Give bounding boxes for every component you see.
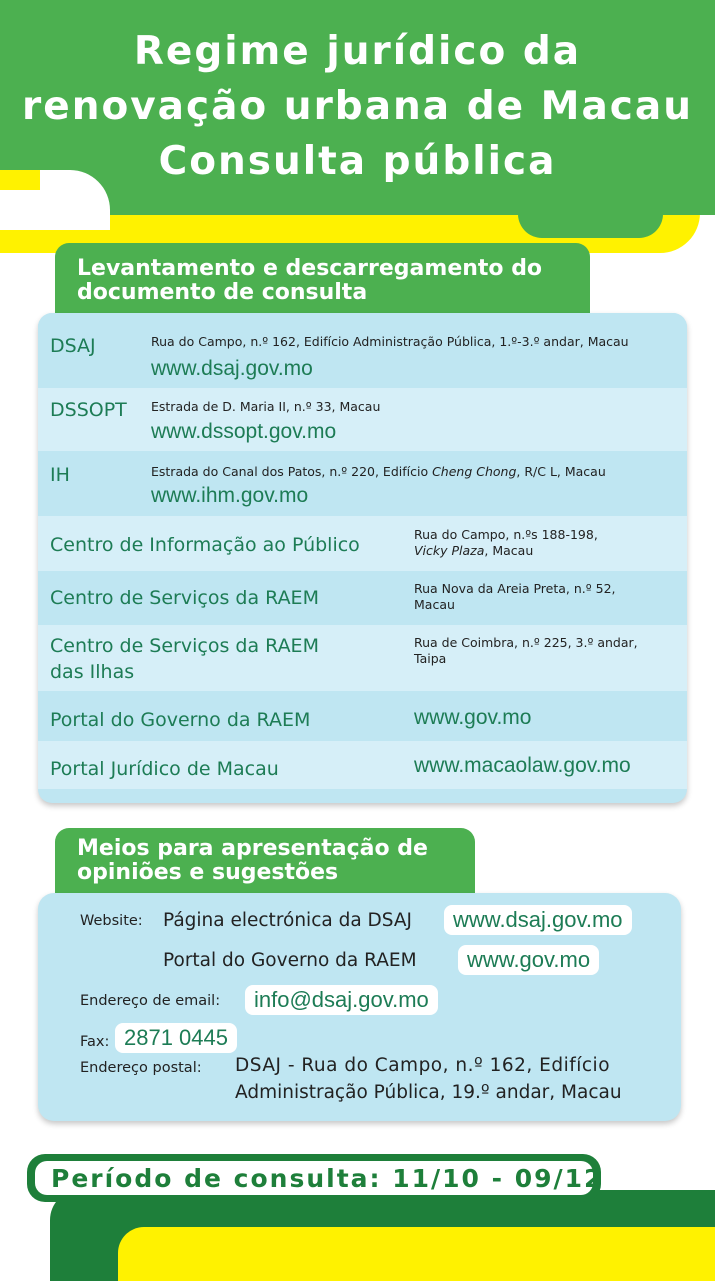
postal-label: Endereço postal: — [80, 1060, 202, 1076]
title-line-1: Regime jurídico da — [133, 29, 582, 74]
header-green-tab — [518, 200, 663, 238]
section2-heading: Meios para apresentação de opiniões e sugestões — [77, 836, 428, 885]
website-item-dsaj-link[interactable]: www.dsaj.gov.mo — [444, 905, 632, 935]
centre-name: Centro de Serviços da RAEM — [50, 587, 319, 609]
website-item-gov-name: Portal do Governo da RAEM — [163, 950, 417, 971]
website-item-gov-link[interactable]: www.gov.mo — [458, 945, 599, 975]
page-title — [0, 24, 715, 189]
entity-address: Estrada do Canal dos Patos, n.º 220, Edifício Cheng Chong, R/C L, Macau — [151, 464, 606, 479]
centre-row-ilhas — [38, 625, 687, 691]
entity-website-link[interactable]: www.dsaj.gov.mo — [151, 357, 313, 380]
fax-label: Fax: — [80, 1034, 110, 1050]
entity-name: DSSOPT — [50, 399, 127, 421]
entity-row-dsaj — [38, 313, 687, 388]
centre-address: Rua do Campo, n.ºs 188-198, Vicky Plaza, Macau — [414, 527, 598, 558]
portal-name: Portal do Governo da RAEM — [50, 709, 311, 731]
title-line-3: Consulta pública — [158, 139, 557, 184]
consultation-period: Período de consulta: 11/10 - 09/12 — [51, 1164, 604, 1193]
centre-name: Centro de Informação ao Público — [50, 534, 360, 556]
portal-website-link[interactable]: www.macaolaw.gov.mo — [414, 754, 631, 777]
entity-row-dssopt — [38, 388, 687, 451]
centre-row-informacao — [38, 516, 687, 571]
centre-address: Rua de Coimbra, n.º 225, 3.º andar, Taipa — [414, 635, 638, 666]
entity-address: Rua do Campo, n.º 162, Edifício Administração Pública, 1.º-3.º andar, Macau — [151, 334, 629, 349]
portal-website-link[interactable]: www.gov.mo — [414, 706, 532, 729]
postal-address-line-1: DSAJ - Rua do Campo, n.º 162, Edifício — [235, 1055, 611, 1076]
email-label: Endereço de email: — [80, 993, 221, 1009]
website-label: Website: — [80, 913, 143, 929]
section2-panel — [38, 893, 681, 1121]
footer-yellow-band — [118, 1227, 715, 1281]
entity-name: IH — [50, 464, 70, 486]
portal-row-juridico — [38, 741, 687, 789]
entity-row-ih — [38, 451, 687, 516]
centre-row-servicos — [38, 571, 687, 625]
section1-heading: Levantamento e descarregamento do documento de consulta — [77, 256, 543, 305]
entity-website-link[interactable]: www.dssopt.gov.mo — [151, 420, 337, 443]
fax-number: 2871 0445 — [115, 1023, 237, 1053]
entity-address: Estrada de D. Maria II, n.º 33, Macau — [151, 399, 381, 414]
entity-name: DSAJ — [50, 335, 96, 357]
website-item-dsaj-name: Página electrónica da DSAJ — [163, 910, 412, 931]
portal-name: Portal Jurídico de Macau — [50, 758, 279, 780]
portal-row-governo — [38, 691, 687, 741]
email-link[interactable]: info@dsaj.gov.mo — [245, 985, 438, 1015]
title-line-2: renovação urbana de Macau — [22, 84, 693, 129]
centre-address: Rua Nova da Areia Preta, n.º 52, Macau — [414, 581, 616, 612]
centre-name: Centro de Serviços da RAEM das Ilhas — [50, 635, 319, 683]
section1-panel — [38, 313, 687, 803]
entity-website-link[interactable]: www.ihm.gov.mo — [151, 484, 309, 507]
postal-address-line-2: Administração Pública, 19.º andar, Macau — [235, 1082, 622, 1103]
